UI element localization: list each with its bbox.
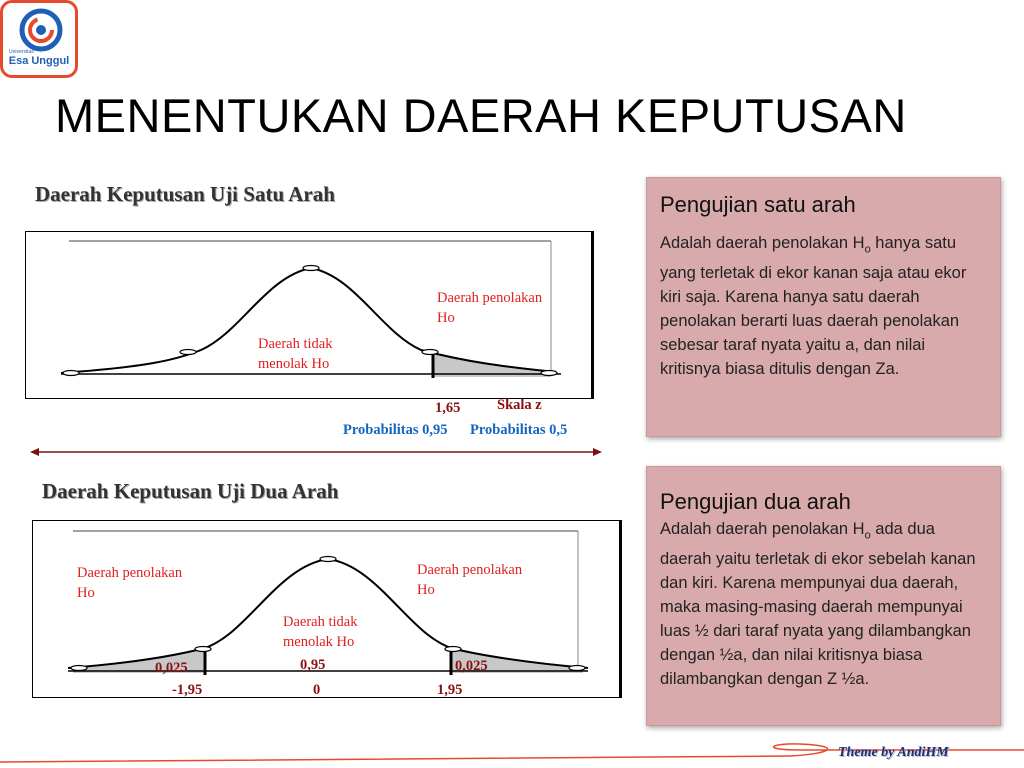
logo-emblem-icon [18, 7, 64, 53]
one-tail-prob-accept: Probabilitas 0,95 [343, 422, 448, 438]
two-tail-right-reject-label: Daerah penolakan Ho [417, 562, 523, 598]
two-tail-tick-left: -1,95 [172, 682, 203, 698]
page-title: MENENTUKAN DAERAH KEPUTUSAN [55, 89, 907, 142]
two-tail-left-reject-label: Daerah penolakan Ho [77, 565, 183, 601]
two-tail-right-prob: 0,025 [455, 658, 488, 674]
two-tail-left-prob: 0,025 [155, 660, 188, 676]
two-tail-info-box [646, 466, 1001, 726]
one-tail-prob-reject: Probabilitas 0,5 [470, 422, 568, 438]
two-tail-accept-label: Daerah tidak menolak Ho [283, 614, 358, 650]
two-tail-info-title: Pengujian dua arah [660, 489, 851, 514]
two-tail-tick-right: 1,95 [437, 682, 463, 698]
one-tail-info-body: Adalah daerah penolakan $H_o$ hanya satu yang terletak di ekor kanan saja atau ekor kiri saja. Karena hanya satu daerah penolakan berarti luas daerah penolakan sebesar taraf nyata yaitu a, dan nilai kritisnya biasa ditulis dengan Za. [660, 234, 967, 379]
two-tail-curve-graphic [33, 521, 620, 697]
one-tail-info-title: Pengujian satu arah [660, 192, 856, 217]
section-divider-arrow [30, 444, 602, 460]
university-logo [0, 0, 78, 78]
two-tail-center-prob: 0,95 [300, 657, 326, 673]
one-tail-accept-label: Daerah tidak menolak Ho [258, 336, 333, 372]
one-tail-heading: Daerah Keputusan Uji Satu Arah [35, 182, 335, 206]
one-tail-scale-label: Skala z [497, 397, 542, 413]
two-tail-tick-center: 0 [313, 682, 321, 698]
one-tail-reject-label: Daerah penolakan Ho [437, 290, 543, 326]
two-tail-heading: Daerah Keputusan Uji Dua Arah [42, 479, 339, 503]
two-tail-chart [32, 520, 622, 698]
one-tail-critical-value: 1,65 [435, 400, 461, 416]
logo-small-text: Universitas [9, 49, 34, 55]
one-tail-info-box [646, 177, 1001, 437]
two-tail-info-body: Adalah daerah penolakan $H_o$ ada dua daerah yaitu terletak di ekor sebelah kanan dan kiri. Karena mempunyai dua daerah, maka masing-masing daerah mempunyai luas ½ dari taraf nyata yang dilambangkan dengan ½a, dan nilai kritisnya biasa dilambangkan dengan Z ½a. [660, 520, 976, 689]
logo-text: Esa Unggul [8, 55, 70, 67]
theme-credit: Theme by AndiHM [838, 745, 949, 760]
